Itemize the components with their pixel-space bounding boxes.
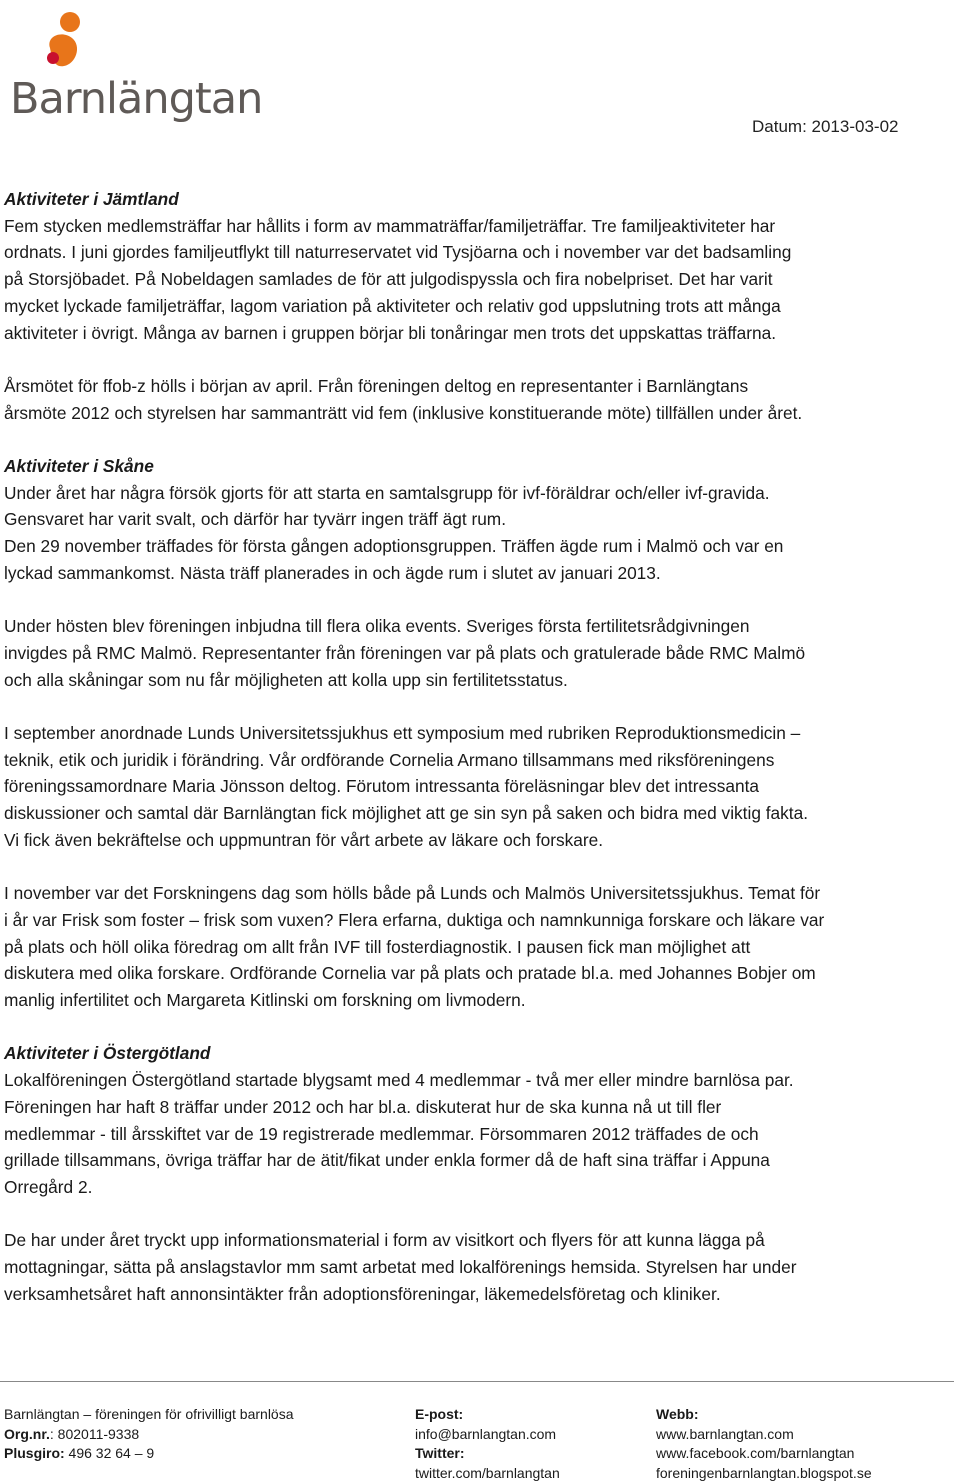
body-line: Föreningen har haft 8 träffar under 2012 och har bl.a. diskuterat hur de ska kunna nå ut till fler (4, 1094, 954, 1121)
footer-twitter-link[interactable]: twitter.com/barnlangtan (415, 1464, 560, 1483)
footer-web-label: Webb: (656, 1405, 872, 1425)
body-line: aktiviteter i övrigt. Många av barnen i gruppen börjar bli tonåringar men trots det uppskattas träffarna. (4, 320, 954, 347)
body-line: De har under året tryckt upp informationsmaterial i form av visitkort och flyers för att kunna lägga på (4, 1227, 954, 1254)
footer-org-name: Barnlängtan – föreningen för ofrivilligt barnlösa (4, 1405, 294, 1425)
body-line: grillade tillsammans, övriga träffar har de ätit/fikat under enkla former då de haft sina träffar i Appuna (4, 1147, 954, 1174)
footer-plusgiro (4, 1444, 294, 1464)
document-body (4, 186, 954, 1307)
body-line: Årsmötet för ffob-z hölls i början av april. Från föreningen deltog en representanter i Barnlängtans (4, 373, 954, 400)
section-skane (4, 453, 954, 587)
footer-email-label: E-post: (415, 1405, 560, 1425)
footer-org-column (4, 1405, 294, 1464)
body-line: diskussioner och samtal där Barnlängtan fick möjlighet att ge sin syn på saken och bidra med viktig fakta. (4, 800, 954, 827)
section-ffob (4, 373, 954, 426)
body-line: Under hösten blev föreningen inbjudna till flera olika events. Sveriges första fertilitetsrådgivningen (4, 613, 954, 640)
body-line: och alla skåningar som nu får möjligheten att kolla upp sin fertilitetsstatus. (4, 667, 954, 694)
body-line: Under året har några försök gjorts för att starta en samtalsgrupp för ivf-föräldrar och/eller ivf-gravida. (4, 480, 954, 507)
footer-facebook-link[interactable]: www.facebook.com/barnlangtan (656, 1444, 872, 1464)
body-line: teknik, etik och juridik i förändring. Vår ordförande Cornelia Armano tillsammans med riksföreningens (4, 747, 954, 774)
body-line: Lokalföreningen Östergötland startade blygsamt med 4 medlemmar - två mer eller mindre barnlösa par. (4, 1067, 954, 1094)
body-line: Fem stycken medlemsträffar har hållits i form av mammaträffar/familjeträffar. Tre familjeaktiviteter har (4, 213, 954, 240)
paragraph-events (4, 613, 954, 693)
body-line: i år var Frisk som foster – frisk som vuxen? Flera erfarna, duktiga och namnkunniga forskare och läkare var (4, 907, 954, 934)
body-line: föreningssamordnare Maria Jönsson deltog. Förutom intressanta föreläsningar blev det intressanta (4, 773, 954, 800)
footer-plusgiro-value: 496 32 64 – 9 (65, 1445, 155, 1461)
body-line: verksamhetsåret haft annonsintäkter från adoptionsföreningar, läkemedelsföretag och kliniker. (4, 1281, 954, 1308)
body-line: på Storsjöbadet. På Nobeldagen samlades de för att julgodispyssla och fira nobelpriset. Det har varit (4, 266, 954, 293)
logo-wordmark: Barnlängtan (10, 74, 262, 124)
body-line: årsmöte 2012 och styrelsen har sammanträtt vid fem (inklusive konstituerande möte) tillfällen under året. (4, 400, 954, 427)
body-line: Vi fick även bekräftelse och uppmuntran för vårt arbete av läkare och forskare. (4, 827, 954, 854)
paragraph-forskningens-dag (4, 880, 954, 1014)
document-date: Datum: 2013-03-02 (752, 117, 898, 137)
footer-divider (0, 1381, 954, 1382)
footer-orgnr-value: : 802011-9338 (50, 1426, 139, 1442)
body-line: I november var det Forskningens dag som hölls både på Lunds och Malmös Universitetssjukhus. Temat för (4, 880, 954, 907)
heading-skane: Aktiviteter i Skåne (4, 453, 954, 480)
body-line: Den 29 november träffades för första gången adoptionsgruppen. Träffen ägde rum i Malmö och var en (4, 533, 954, 560)
body-line: Orregård 2. (4, 1174, 954, 1201)
footer-twitter-label: Twitter: (415, 1444, 560, 1464)
footer-blog-link[interactable]: foreningenbarnlangtan.blogspot.se (656, 1464, 872, 1483)
footer-web-link[interactable]: www.barnlangtan.com (656, 1425, 872, 1445)
footer-contact-column (415, 1405, 560, 1483)
body-line: mycket lyckade familjeträffar, lagom variation på aktiviteter och relativ god uppslutning trots att många (4, 293, 954, 320)
body-line: ordnats. I juni gjordes familjeutflykt till naturreservatet vid Tysjöarna och i november var det badsamling (4, 239, 954, 266)
paragraph-symposium (4, 720, 954, 854)
footer-web-column (656, 1405, 872, 1483)
heading-ostergotland: Aktiviteter i Östergötland (4, 1040, 954, 1067)
body-line: invigdes på RMC Malmö. Representanter från föreningen var på plats och gratulerade både RMC Malmö (4, 640, 954, 667)
body-line: manlig infertilitet och Margareta Kitlinski om forskning om livmodern. (4, 987, 954, 1014)
logo-figure-icon (6, 8, 216, 78)
section-ostergotland (4, 1040, 954, 1200)
footer-orgnr (4, 1425, 294, 1445)
body-line: Gensvaret har varit svalt, och därför har tyvärr ingen träff ägt rum. (4, 506, 954, 533)
body-line: på plats och höll olika föredrag om allt från IVF till fosterdiagnostik. I pausen fick man möjlighet att (4, 934, 954, 961)
footer-email-link[interactable]: info@barnlangtan.com (415, 1425, 560, 1445)
section-jamtland (4, 186, 954, 346)
body-line: medlemmar - till årsskiftet var de 19 registrerade medlemmar. Försommaren 2012 träffades de och (4, 1121, 954, 1148)
body-line: mottagningar, sätta på anslagstavlor mm samt arbetat med lokalförenings hemsida. Styrelsen har under (4, 1254, 954, 1281)
paragraph-information-material (4, 1227, 954, 1307)
footer-plusgiro-label: Plusgiro: (4, 1445, 65, 1461)
footer-orgnr-label: Org.nr. (4, 1426, 50, 1442)
body-line: lyckad sammankomst. Nästa träff planerades in och ägde rum i slutet av januari 2013. (4, 560, 954, 587)
heading-jamtland: Aktiviteter i Jämtland (4, 186, 954, 213)
body-line: I september anordnade Lunds Universitetssjukhus ett symposium med rubriken Reproduktionsmedicin – (4, 720, 954, 747)
barnlangtan-logo (6, 8, 216, 128)
body-line: diskutera med olika forskare. Ordförande Cornelia var på plats och pratade bl.a. med Johannes Bobjer om (4, 960, 954, 987)
